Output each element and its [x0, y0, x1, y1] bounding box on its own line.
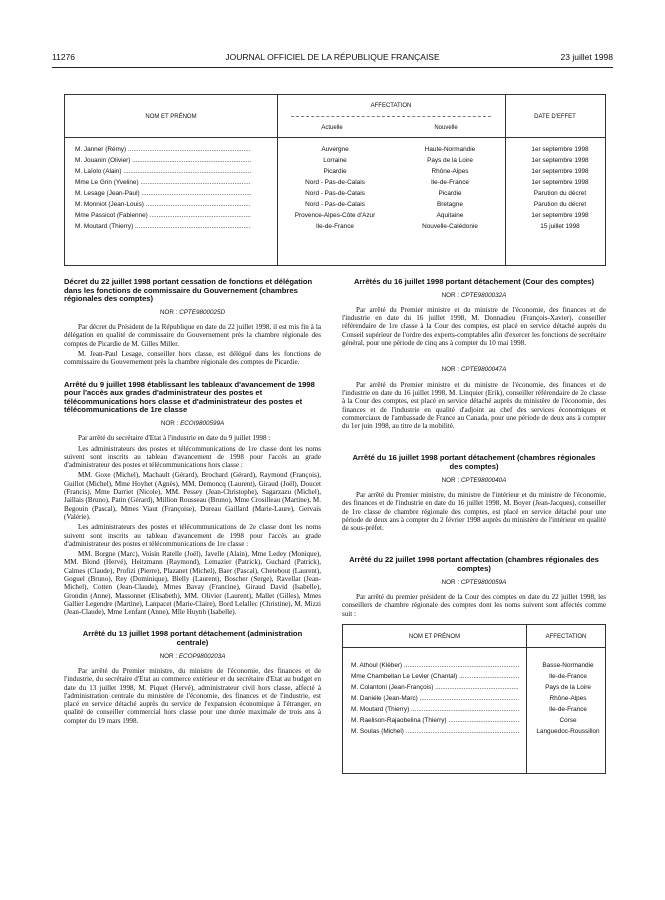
- table-row: M. Moutard (Thierry) ..... Ile-de-France Nouvelle-Calédonie 15 juillet 1998: [65, 223, 605, 234]
- arretes-cour-des-comptes: [342, 278, 606, 430]
- arrete-detachement-chambres: [342, 454, 606, 532]
- page-number: 11276: [52, 52, 76, 62]
- nor-reference: NOR : CPTE9800059A: [441, 578, 507, 586]
- paragraph: Par arrêté du Premier ministre et du ministre de l'économie, des finances et de l'industrie en date du 16 juillet 1998, M. Donnadieu (François-Xavier), conseiller référendaire de 1re classe à la Cour des comptes, est placé en service détaché auprès du Conseil supérieur de l'ordre des experts-comptables afin d'exercer les fonctions de secrétaire général, pour une période de cinq ans à compter du 10 mai 1998.: [342, 305, 606, 348]
- table-row: M. Athoul (Kléber) ..... Basse-Normandie: [343, 662, 605, 673]
- table-row: Mme Chambellan Le Levier (Chantal) ..... Ile-de-France: [343, 673, 605, 684]
- left-column: [64, 278, 321, 727]
- section-title: Arrêté du 9 juillet 1998 établissant les tableaux d'avancement de 1998 pour l'accès aux grades d'administrateur des postes et télécommunications hors classe et d'administrateur des postes et télécommunications de 1re classe: [64, 379, 315, 415]
- paragraph: Par décret du Président de la République en date du 22 juillet 1998, il est mis fin à la délégation en qualité de commissaire du Gouvernement près la chambre régionale des comptes de Picardie de M. Gilles Miller.: [64, 323, 321, 348]
- col-header-affectation: AFFECTATION: [370, 103, 412, 109]
- paragraph: Par arrêté du secrétaire d'Etat à l'industrie en date du 9 juillet 1998 :: [78, 434, 271, 443]
- journal-title: JOURNAL OFFICIEL DE LA RÉPUBLIQUE FRANÇAISE: [225, 52, 440, 62]
- table-row: M. Jouanin (Olivier) ..... Lorraine Pays de la Loire 1er septembre 1998: [65, 157, 605, 168]
- table-row: M. Colantoni (Jean-François) ..... Pays de la Loire: [343, 684, 605, 695]
- right-column: [342, 278, 606, 774]
- header-rule: [52, 67, 613, 68]
- nor-reference: NOR : ECOP9800203A: [159, 652, 226, 660]
- table-row: M. Janner (Rémy) ..... Auvergne Haute-Normandie 1er septembre 1998: [65, 146, 605, 157]
- section-title: Arrêtés du 16 juillet 1998 portant détachement (Cour des comptes): [353, 277, 595, 286]
- paragraph: Par arrêté du Premier ministre et du ministre de l'économie, des finances et de l'industrie en date du 16 juillet 1998, M. Linquier (Erik), conseiller référendaire de 2e classe à la Cour des comptes, est placé en service détaché auprès du ministère de l'économie, des finances et de l'industrie en qualité d'adjoint au chef des services économiques et commerciaux de l'ambassade de France au Canada, pour une période de deux ans à compter du 1er juin 1998, au titre de la mobilité.: [342, 380, 606, 431]
- table-row: Mme Le Grin (Yveline) ..... Nord - Pas-de-Calais Ile-de-France 1er septembre 1998: [65, 179, 605, 190]
- nor-reference: NOR : CPTE9800040A: [441, 476, 507, 484]
- paragraph: MM. Borgne (Marc), Voisin Ratelle (Joël), Javelle (Alain), Mme Ledey (Monique), MM. Blond (Hervé), Heitzmann (Raymond), Lemazier (Patrick), Guchard (Patrick), Calmes (Claude), Profizi (Pierre), Plazanet (Michel), Baer (Pascal), Chetebout (Laurent), Goguel (Bruno), Rey (Dominique), Blelly (Laurent), Boscher (Serge), Ravellat (Jean-Michel), Cotten (Jean-Claude), Mmes Bavay (Francine), Giraud David (Isabelle), Grondin (Anne), Massonnet (Elisabeth), MM. Olivier (Laurent), Mallet (Gilles), Mmes Gallier Legendre (Martine), Lanpacet (Marie-Claire), Bord Lelallec (Christine), M. Mizzi (Jean-Claude), Mme Lenfant (Anne), Mlle Huynh (Isabelle).: [64, 550, 321, 617]
- table-row: M. Raelison-Rajaobelina (Thierry) ..... Corse: [343, 717, 605, 728]
- table-row: M. Daniéle (Jean-Marc) ..... Rhône-Alpes: [343, 695, 605, 706]
- paragraph: M. Jean-Paul Lesage, conseiller hors classe, est délégué dans les fonctions de commissaire du Gouvernement près la chambre régionale des comptes de Picardie.: [64, 349, 321, 367]
- nor-reference: NOR : CPTE9800032A: [441, 291, 507, 299]
- arrete-detachement-centrale: [64, 630, 321, 725]
- decree-cessation: [64, 278, 321, 367]
- paragraph: Par arrêté du Premier ministre, du ministre de l'intérieur et du ministre de l'économie, des finances et de l'industrie en date du 16 juillet 1998, M. Boyer (Jean-Jacques), conseiller de 1re classe de chambre régionale des comptes, est placé en service détaché pour une période de deux ans à compter du 2 février 1998 auprès du ministère de l'intérieur en qualité de sous-préfet.: [342, 490, 606, 533]
- page-header: [52, 52, 613, 66]
- arrete-affectation-chambres: [342, 556, 606, 773]
- section-title: Décret du 22 juillet 1998 portant cessation de fonctions et délégation dans les fonctions de commissaire du Gouvernement (chambres régionales des comptes): [64, 277, 313, 304]
- table-header: [343, 625, 605, 648]
- affectation-table: [342, 624, 606, 774]
- issue-date: 23 juillet 1998: [560, 52, 613, 62]
- arrete-tableaux-avancement: [64, 381, 321, 617]
- col-header-actuelle: Actuelle: [321, 125, 343, 131]
- col-header-name: NOM ET PRÉNOM: [145, 114, 197, 120]
- col-header-date: DATE D'EFFET: [534, 114, 576, 120]
- table-row: M. Monniot (Jean-Louis) ..... Nord - Pas-de-Calais Bretagne Parution du décret: [65, 201, 605, 212]
- col-header-affectation: AFFECTATION: [545, 633, 587, 640]
- assignment-table: [64, 94, 606, 266]
- paragraph: Par arrêté du Premier ministre, du ministre de l'économie, des finances et de l'industrie, du secrétaire d'Etat au commerce extérieur et du secrétaire d'Etat au budget en date du 13 juillet 1998, M. Piquet (Hervé), administrateur civil hors classe, affecté à l'administration centrale du ministère de l'économie, des finances et de l'industrie, est placé en service détaché auprès du service de l'expansion économique à l'étranger, en qualité de conseiller commercial hors classe pour une durée maximale de trois ans à compter du 19 mars 1998.: [64, 666, 321, 725]
- nor-reference: NOR : CPTE9800047A: [441, 366, 507, 374]
- paragraph: Les administrateurs des postes et télécommunications de 1re classe dont les noms suivent sont inscrits au tableau d'avancement de 1998 pour l'accès au grade d'administrateur des postes et télécommunications hors classe :: [64, 444, 321, 470]
- paragraph: MM. Goxe (Michel), Machault (Gérard), Brochard (Gérard), Raymond (François), Guillot (Michel), Mme Hoyhet (Agnès), MM. Demoncq (Laurent), Giraud (Joël), Doucet (Francis), Mme Darriet (Nicole), MM. Pessey (Jean-Christophe), Sagarzazu (Michel), Jaillais (Bruno), Patin (Gérard), Million Rousseau (Bruno), Mme Crosilleau (Martine), M. Begouin (Pascal), Mmes Viaut (Françoise), Dureau Gaillard (Marie-Laure), Gervais (Valérie).: [64, 471, 321, 521]
- table-row: M. Soulas (Michel) ..... Languedoc-Roussillon: [343, 728, 605, 739]
- col-header-name: NOM ET PRÉNOM: [408, 633, 461, 640]
- table-row: M. Laïolo (Alain) ..... Picardie Rhône-Alpes 1er septembre 1998: [65, 168, 605, 179]
- paragraph: Par arrêté du premier président de la Cour des comptes en date du 22 juillet 1998, les conseillers de chambre régionale des comptes dont les noms suivent sont affectés comme suit :: [342, 592, 606, 618]
- section-title: Arrêté du 13 juillet 1998 portant détachement (administration centrale): [82, 629, 303, 648]
- table-row: Mme Passicot (Fabienne) ..... Provence-Alpes-Côte d'Azur Aquitaine 1er septembre 1998: [65, 212, 605, 223]
- section-title: Arrêté du 22 juillet 1998 portant affectation (chambres régionales des comptes): [349, 555, 599, 574]
- section-title: Arrêté du 16 juillet 1998 portant détachement (chambres régionales des comptes): [352, 453, 596, 472]
- table-row: M. Lesage (Jean-Paul) ..... Nord - Pas-de-Calais Picardie Parution du décret: [65, 190, 605, 201]
- nor-reference: NOR : ECOI9800599A: [160, 419, 225, 427]
- table-row: M. Moutard (Thierry) ..... Ile-de-France: [343, 706, 605, 717]
- col-header-nouvelle: Nouvelle: [434, 125, 458, 131]
- nor-reference: NOR : CPTE9800025D: [159, 308, 226, 316]
- header-rule: [291, 116, 491, 117]
- paragraph: Les administrateurs des postes et télécommunications de 2e classe dont les noms suivent sont inscrits au tableau d'avancement de 1998 pour l'accès au grade d'administrateur des postes et télécommunications de 1re classe :: [64, 523, 321, 548]
- header-rule: [65, 137, 605, 138]
